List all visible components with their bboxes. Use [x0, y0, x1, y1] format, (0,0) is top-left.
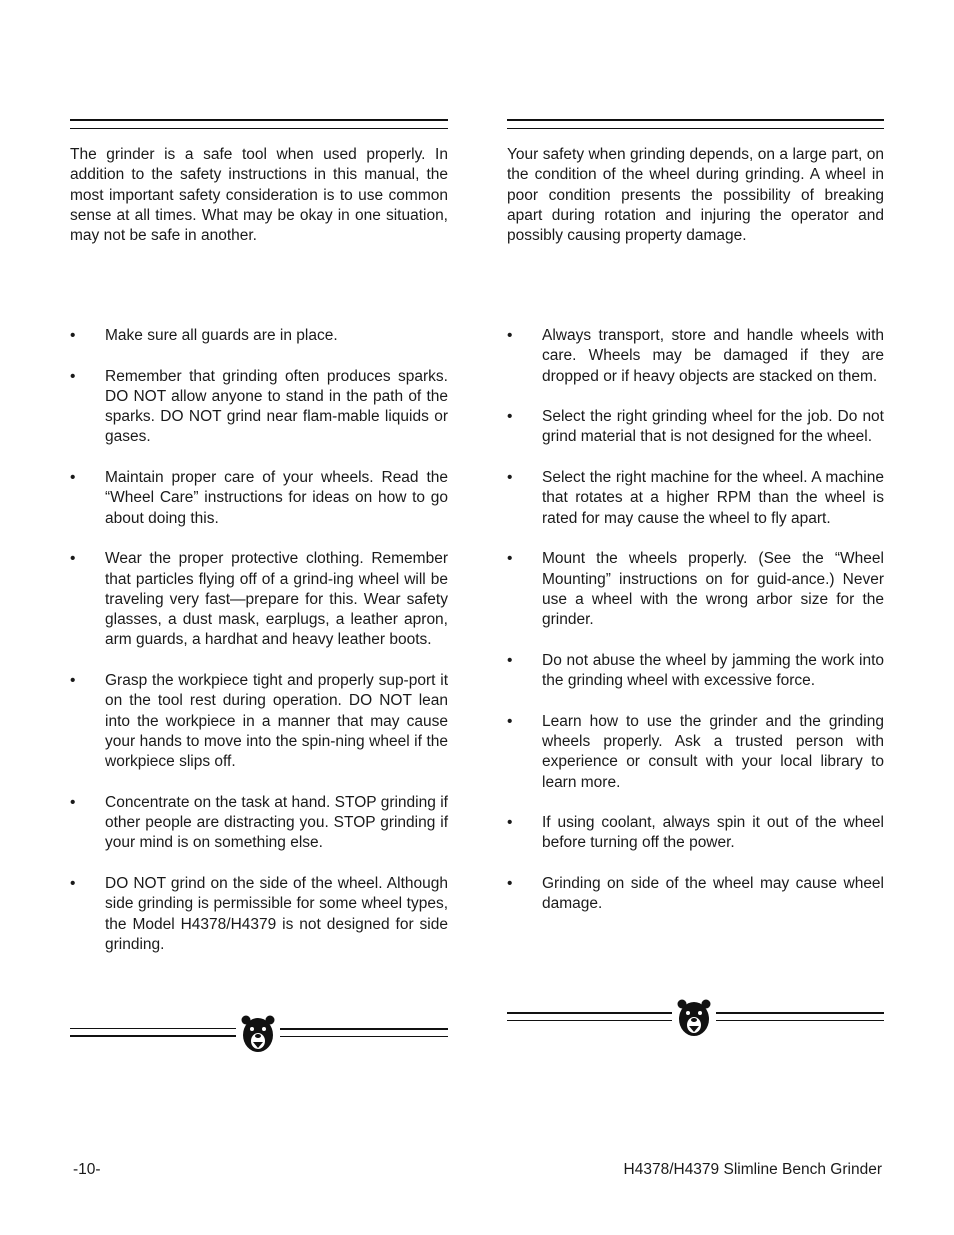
bullet-item — [507, 874, 884, 915]
bullet-marker: • — [70, 875, 76, 893]
bullet-item — [70, 549, 448, 650]
bullet-item — [507, 468, 884, 529]
bear-logo-icon — [240, 1014, 276, 1054]
bullet-item — [507, 712, 884, 793]
bullet-text: Maintain proper care of your wheels. Read the “Wheel Care” instructions for ideas on how to go about doing this. — [105, 469, 448, 527]
bullet-marker: • — [70, 327, 76, 344]
bear-divider-right — [507, 998, 884, 1038]
bullet-text: Learn how to use the grinder and the grinding wheels properly. Ask a trusted person with experience or consult with your local library to learn more. — [542, 712, 884, 791]
right-intro-paragraph: Your safety when grinding depends, on a large part, on the condition of the wheel during grinding. A wheel in poor condition presents the possibility of breaking apart during rotation and injuring the operator and possibly causing property damage. — [507, 146, 884, 245]
bullet-text: Remember that grinding often produces sparks. DO NOT allow anyone to stand in the path of the sparks. DO NOT grind near flam-mable liquids or gases. — [105, 367, 448, 446]
bullet-text: If using coolant, always spin it out of the wheel before turning off the power. — [542, 814, 884, 852]
section-rule-left — [70, 119, 448, 131]
bullet-marker: • — [507, 550, 513, 568]
bullet-marker: • — [70, 550, 76, 568]
bullet-text: Wear the proper protective clothing. Remember that particles flying off of a grind-ing wheel will be traveling very fast—prepare for this. Wear safety glasses, a dust mask, earplugs, a leather apron, arm guards, a hardhat and heavy leather boots. — [105, 550, 448, 649]
bullet-text: DO NOT grind on the side of the wheel. Although side grinding is permissible for some wheel types, the Model H4378/H4379 is not designed for side grinding. — [105, 875, 448, 953]
bullet-text: Always transport, store and handle wheels with care. Wheels may be damaged if they are dropped or if heavy objects are stacked on them. — [542, 327, 884, 385]
bullet-item — [507, 326, 884, 387]
bullet-item — [507, 549, 884, 630]
bear-divider-left — [70, 1014, 448, 1054]
page-number: -10- — [73, 1161, 101, 1178]
bullet-marker: • — [507, 408, 513, 426]
left-safety-list — [70, 326, 448, 976]
bullet-item — [70, 793, 448, 854]
bullet-item — [507, 407, 884, 448]
right-wheel-safety-list — [507, 326, 884, 935]
bullet-marker: • — [507, 712, 513, 730]
bullet-marker: • — [70, 793, 76, 811]
bullet-text: Do not abuse the wheel by jamming the work into the grinding wheel with excessive force. — [542, 651, 884, 690]
bullet-item — [70, 874, 448, 955]
bullet-marker: • — [70, 469, 76, 487]
bullet-marker: • — [507, 651, 513, 669]
bullet-item — [70, 326, 448, 346]
bullet-text: Grasp the workpiece tight and properly sup-port it on the tool rest during operation. DO NOT lean into the workpiece in a manner that may cause your hands to move into the spin-ning wheel if the workpiece slips off. — [105, 672, 448, 771]
bullet-marker: • — [507, 469, 513, 487]
bullet-text: Make sure all guards are in place. — [105, 327, 338, 344]
bullet-text: Mount the wheels properly. (See the “Wheel Mounting” instructions on for guid-ance.) Never use a wheel with the wrong arbor size for the grinder. — [542, 550, 884, 629]
bullet-marker: • — [70, 367, 76, 385]
bullet-item — [70, 468, 448, 529]
bullet-item — [507, 813, 884, 854]
section-rule-right — [507, 119, 884, 131]
bullet-text: Concentrate on the task at hand. STOP grinding if other people are distracting you. STOP grinding if your mind is on something else. — [105, 793, 448, 852]
bullet-item — [507, 651, 884, 692]
bullet-marker: • — [70, 672, 76, 690]
bear-logo-icon — [676, 998, 712, 1038]
bullet-item — [70, 671, 448, 772]
left-intro-paragraph: The grinder is a safe tool when used properly. In addition to the safety instructions in this manual, the most important safety consideration is to use common sense at all times. What may be okay in one situation, may not be safe in another. — [70, 146, 448, 245]
bullet-item — [70, 367, 448, 448]
footer-model-title: H4378/H4379 Slimline Bench Grinder — [623, 1161, 882, 1178]
bullet-text: Select the right grinding wheel for the job. Do not grind material that is not designed for the wheel. — [542, 408, 884, 446]
bullet-text: Grinding on side of the wheel may cause wheel damage. — [542, 875, 884, 913]
bullet-marker: • — [507, 814, 513, 832]
bullet-marker: • — [507, 327, 513, 344]
bullet-marker: • — [507, 875, 513, 893]
bullet-text: Select the right machine for the wheel. A machine that rotates at a higher RPM than the wheel is rated for may cause the wheel to fly apart. — [542, 469, 884, 527]
